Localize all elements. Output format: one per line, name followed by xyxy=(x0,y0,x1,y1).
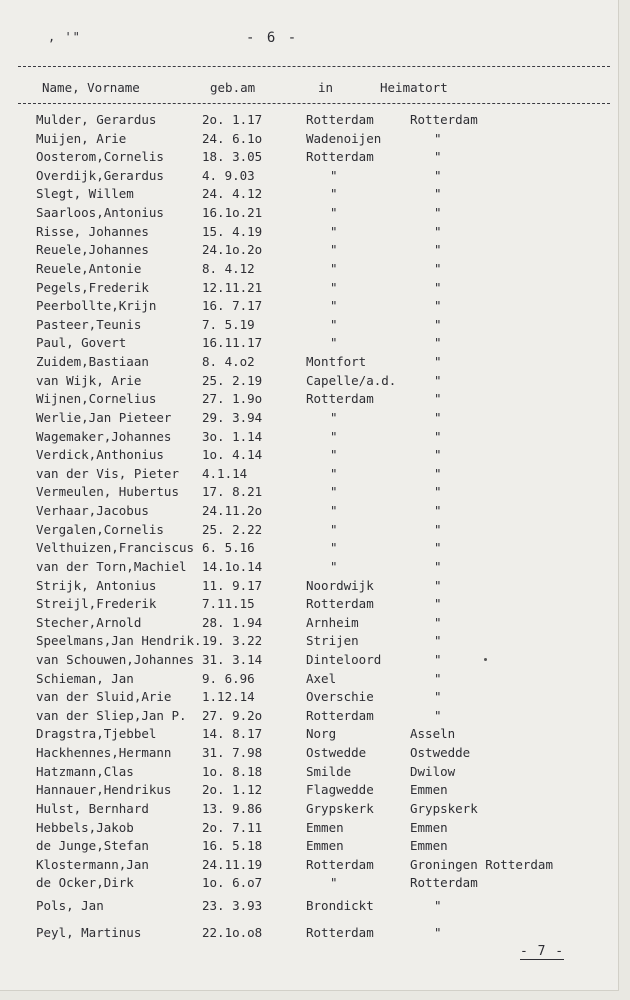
name-cell: van der Torn,Machiel xyxy=(36,558,187,574)
birthplace-cell: Axel xyxy=(306,670,337,686)
birthplace-cell: " xyxy=(330,260,338,276)
born-cell: 24.11.19 xyxy=(202,856,263,872)
birthplace-cell: " xyxy=(330,316,338,332)
page-number: - 6 - xyxy=(246,30,299,46)
table-row xyxy=(0,578,618,596)
hometown-cell: " xyxy=(434,391,442,407)
table-row xyxy=(0,782,618,800)
birthplace-cell: Ostwedde xyxy=(306,745,367,761)
name-cell: Muijen, Arie xyxy=(36,130,127,146)
born-cell: 7.11.15 xyxy=(202,596,255,612)
table-row xyxy=(0,726,618,744)
table-row xyxy=(0,131,618,149)
name-cell: van der Sliep,Jan P. xyxy=(36,707,187,723)
name-cell: Dragstra,Tjebbel xyxy=(36,726,157,742)
table-row xyxy=(0,205,618,223)
table-row xyxy=(0,335,618,353)
table-row xyxy=(0,373,618,391)
table-row xyxy=(0,429,618,447)
name-cell: Risse, Johannes xyxy=(36,223,149,239)
table-row xyxy=(0,503,618,521)
table-row xyxy=(0,391,618,409)
born-cell: 1o. 6.o7 xyxy=(202,875,263,891)
hometown-cell: " xyxy=(434,335,442,351)
hometown-cell: " xyxy=(434,484,442,500)
birthplace-cell: " xyxy=(330,503,338,519)
table-row xyxy=(0,596,618,614)
name-cell: Vermeulen, Hubertus xyxy=(36,484,179,500)
born-cell: 1o. 4.14 xyxy=(202,447,263,463)
born-cell: 9. 6.96 xyxy=(202,670,255,686)
birthplace-cell: " xyxy=(330,167,338,183)
hometown-cell: " xyxy=(434,149,442,165)
hometown-cell: " xyxy=(434,316,442,332)
birthplace-cell: Norg xyxy=(306,726,337,742)
birthplace-cell: " xyxy=(330,279,338,295)
born-cell: 24.11.2o xyxy=(202,503,263,519)
name-cell: Overdijk,Gerardus xyxy=(36,167,164,183)
birthplace-cell: Rotterdam xyxy=(306,856,374,872)
name-cell: Klostermann,Jan xyxy=(36,856,149,872)
name-cell: Speelmans,Jan Hendrik. xyxy=(36,633,202,649)
hometown-cell: " xyxy=(434,558,442,574)
table-row xyxy=(0,447,618,465)
name-cell: Wagemaker,Johannes xyxy=(36,428,172,444)
birthplace-cell: " xyxy=(330,409,338,425)
table-row xyxy=(0,633,618,651)
hometown-cell: Emmen xyxy=(410,819,448,835)
born-cell: 24. 6.1o xyxy=(202,130,263,146)
table-row xyxy=(0,186,618,204)
table-row xyxy=(0,764,618,782)
table-row xyxy=(0,168,618,186)
name-cell: Velthuizen,Franciscus xyxy=(36,540,195,556)
birthplace-cell: " xyxy=(330,186,338,202)
hometown-cell: " xyxy=(434,540,442,556)
name-cell: Peyl, Martinus xyxy=(36,924,142,940)
birthplace-cell: " xyxy=(330,521,338,537)
table-row xyxy=(0,671,618,689)
birthplace-cell: Montfort xyxy=(306,354,367,370)
birthplace-cell: Noordwijk xyxy=(306,577,374,593)
hometown-cell: Groningen Rotterdam xyxy=(410,856,553,872)
birthplace-cell: " xyxy=(330,223,338,239)
hometown-cell: " xyxy=(434,633,442,649)
born-cell: 24. 4.12 xyxy=(202,186,263,202)
born-cell: 3o. 1.14 xyxy=(202,428,263,444)
table-row xyxy=(0,540,618,558)
hometown-cell: " xyxy=(434,279,442,295)
hometown-cell: Asseln xyxy=(410,726,456,742)
birthplace-cell: Rotterdam xyxy=(306,924,374,940)
born-cell: 2o. 1.12 xyxy=(202,782,263,798)
table-row xyxy=(0,224,618,242)
name-cell: Mulder, Gerardus xyxy=(36,112,157,127)
next-page-number: - 7 - xyxy=(520,944,565,959)
hometown-cell: " xyxy=(434,186,442,202)
birthplace-cell: Rotterdam xyxy=(306,112,374,127)
name-cell: Slegt, Willem xyxy=(36,186,134,202)
name-cell: van der Vis, Pieter xyxy=(36,465,179,481)
hometown-cell: " xyxy=(434,651,442,667)
hometown-cell: " xyxy=(434,205,442,221)
name-cell: Zuidem,Bastiaan xyxy=(36,354,149,370)
born-cell: 14.1o.14 xyxy=(202,558,263,574)
name-cell: van Schouwen,Johannes xyxy=(36,651,195,667)
birthplace-cell: " xyxy=(330,465,338,481)
birthplace-cell: Rotterdam xyxy=(306,391,374,407)
born-cell: 16. 7.17 xyxy=(202,298,263,314)
table-row xyxy=(0,466,618,484)
born-cell: 25. 2.22 xyxy=(202,521,263,537)
hometown-cell: " xyxy=(434,689,442,705)
born-cell: 15. 4.19 xyxy=(202,223,263,239)
name-cell: van der Sluid,Arie xyxy=(36,689,172,705)
birthplace-cell: Dinteloord xyxy=(306,651,382,667)
table-row xyxy=(0,261,618,279)
born-cell: 8. 4.12 xyxy=(202,260,255,276)
born-cell: 16. 5.18 xyxy=(202,838,263,854)
table-row xyxy=(0,112,618,130)
hometown-cell: " xyxy=(434,577,442,593)
born-cell: 13. 9.86 xyxy=(202,800,263,816)
name-cell: Pols, Jan xyxy=(36,898,104,914)
born-cell: 4. 9.03 xyxy=(202,167,255,183)
hometown-cell: " xyxy=(434,167,442,183)
born-cell: 8. 4.o2 xyxy=(202,354,255,370)
birthplace-cell: " xyxy=(330,875,338,891)
birthplace-cell: " xyxy=(330,484,338,500)
name-cell: de Ocker,Dirk xyxy=(36,875,134,891)
header-divider-top xyxy=(18,66,610,67)
born-cell: 2o. 7.11 xyxy=(202,819,263,835)
birthplace-cell: Emmen xyxy=(306,819,344,835)
table-row xyxy=(0,652,618,670)
birthplace-cell: Rotterdam xyxy=(306,596,374,612)
name-cell: Hulst, Bernhard xyxy=(36,800,149,816)
born-cell: 2o. 1.17 xyxy=(202,112,263,127)
birthplace-cell: " xyxy=(330,335,338,351)
birthplace-cell: " xyxy=(330,428,338,444)
birthplace-cell: " xyxy=(330,205,338,221)
hometown-cell: Emmen xyxy=(410,838,448,854)
birthplace-cell: Grypskerk xyxy=(306,800,374,816)
born-cell: 29. 3.94 xyxy=(202,409,263,425)
table-row xyxy=(0,857,618,875)
name-cell: Pasteer,Teunis xyxy=(36,316,142,332)
born-cell: 1o. 8.18 xyxy=(202,763,263,779)
name-cell: Hannauer,Hendrikus xyxy=(36,782,172,798)
born-cell: 14. 8.17 xyxy=(202,726,263,742)
born-cell: 31. 7.98 xyxy=(202,745,263,761)
table-row xyxy=(0,484,618,502)
born-cell: 1.12.14 xyxy=(202,689,255,705)
born-cell: 11. 9.17 xyxy=(202,577,263,593)
birthplace-cell: " xyxy=(330,558,338,574)
name-cell: Pegels,Frederik xyxy=(36,279,149,295)
name-cell: de Junge,Stefan xyxy=(36,838,149,854)
hometown-cell: " xyxy=(434,614,442,630)
born-cell: 19. 3.22 xyxy=(202,633,263,649)
born-cell: 7. 5.19 xyxy=(202,316,255,332)
hometown-cell: " xyxy=(434,521,442,537)
header-name: Name, Vorname xyxy=(42,80,140,95)
born-cell: 16.11.17 xyxy=(202,335,263,351)
hometown-cell: Dwilow xyxy=(410,763,456,779)
hometown-cell: Rotterdam xyxy=(410,112,478,127)
table-row xyxy=(0,708,618,726)
hometown-cell: " xyxy=(434,223,442,239)
hometown-cell: " xyxy=(434,242,442,258)
hometown-cell: " xyxy=(434,596,442,612)
table-row xyxy=(0,559,618,577)
table-row xyxy=(0,242,618,260)
hometown-cell: " xyxy=(434,670,442,686)
hometown-cell: " xyxy=(434,130,442,146)
table-row xyxy=(0,925,618,943)
hometown-cell: Emmen xyxy=(410,782,448,798)
born-cell: 24.1o.2o xyxy=(202,242,263,258)
table-row xyxy=(0,280,618,298)
name-cell: Stecher,Arnold xyxy=(36,614,142,630)
birthplace-cell: " xyxy=(330,540,338,556)
table-row xyxy=(0,898,618,916)
hometown-cell: " xyxy=(434,260,442,276)
hometown-cell: " xyxy=(434,707,442,723)
header-in: in xyxy=(318,80,334,95)
birthplace-cell: Capelle/a.d. xyxy=(306,372,397,388)
name-cell: Reuele,Antonie xyxy=(36,260,142,276)
hometown-cell: " xyxy=(434,428,442,444)
name-cell: Strijk, Antonius xyxy=(36,577,157,593)
birthplace-cell: Rotterdam xyxy=(306,149,374,165)
born-cell: 12.11.21 xyxy=(202,279,263,295)
table-row xyxy=(0,410,618,428)
table-row xyxy=(0,745,618,763)
hometown-cell: Grypskerk xyxy=(410,800,478,816)
hometown-cell: Rotterdam xyxy=(410,875,478,891)
header-divider-bottom xyxy=(18,103,610,104)
name-cell: Reuele,Johannes xyxy=(36,242,149,258)
hometown-cell: " xyxy=(434,447,442,463)
born-cell: 27. 1.9o xyxy=(202,391,263,407)
birthplace-cell: " xyxy=(330,298,338,314)
born-cell: 25. 2.19 xyxy=(202,372,263,388)
name-cell: Werlie,Jan Pieteer xyxy=(36,409,172,425)
name-cell: Saarloos,Antonius xyxy=(36,205,164,221)
birthplace-cell: Emmen xyxy=(306,838,344,854)
table-row xyxy=(0,615,618,633)
header-born: geb.am xyxy=(210,80,256,95)
name-cell: Verdick,Anthonius xyxy=(36,447,164,463)
table-row xyxy=(0,838,618,856)
table-row xyxy=(0,317,618,335)
table-row xyxy=(0,875,618,893)
born-cell: 4.1.14 xyxy=(202,465,248,481)
table-row xyxy=(0,298,618,316)
born-cell: 17. 8.21 xyxy=(202,484,263,500)
born-cell: 28. 1.94 xyxy=(202,614,263,630)
name-cell: Schieman, Jan xyxy=(36,670,134,686)
name-cell: Paul, Govert xyxy=(36,335,127,351)
hometown-cell: Ostwedde xyxy=(410,745,471,761)
birthplace-cell: Smilde xyxy=(306,763,352,779)
birthplace-cell: Rotterdam xyxy=(306,707,374,723)
hometown-cell: " xyxy=(434,898,442,914)
hometown-cell: " xyxy=(434,503,442,519)
name-cell: van Wijk, Arie xyxy=(36,372,142,388)
born-cell: 23. 3.93 xyxy=(202,898,263,914)
hometown-cell: " xyxy=(434,465,442,481)
name-cell: Verhaar,Jacobus xyxy=(36,503,149,519)
hometown-cell: " xyxy=(434,924,442,940)
table-row xyxy=(0,801,618,819)
birthplace-cell: Strijen xyxy=(306,633,359,649)
hometown-cell: " xyxy=(434,298,442,314)
name-cell: Hebbels,Jakob xyxy=(36,819,134,835)
born-cell: 27. 9.2o xyxy=(202,707,263,723)
ink-speck xyxy=(484,658,487,661)
born-cell: 6. 5.16 xyxy=(202,540,255,556)
birthplace-cell: Brondickt xyxy=(306,898,374,914)
born-cell: 22.1o.o8 xyxy=(202,924,263,940)
birthplace-cell: Wadenoijen xyxy=(306,130,382,146)
name-cell: Hackhennes,Hermann xyxy=(36,745,172,761)
birthplace-cell: Flagwedde xyxy=(306,782,374,798)
table-row xyxy=(0,820,618,838)
born-cell: 18. 3.05 xyxy=(202,149,263,165)
birthplace-cell: " xyxy=(330,447,338,463)
birthplace-cell: Arnheim xyxy=(306,614,359,630)
birthplace-cell: Overschie xyxy=(306,689,374,705)
born-cell: 16.1o.21 xyxy=(202,205,263,221)
table-row xyxy=(0,522,618,540)
name-cell: Streijl,Frederik xyxy=(36,596,157,612)
table-row xyxy=(0,354,618,372)
table-row xyxy=(0,689,618,707)
born-cell: 31. 3.14 xyxy=(202,651,263,667)
page-mark: , '" xyxy=(48,30,81,44)
name-cell: Peerbollte,Krijn xyxy=(36,298,157,314)
hometown-cell: " xyxy=(434,354,442,370)
header-home: Heimatort xyxy=(380,80,448,95)
name-cell: Oosterom,Cornelis xyxy=(36,149,164,165)
hometown-cell: " xyxy=(434,409,442,425)
birthplace-cell: " xyxy=(330,242,338,258)
hometown-cell: " xyxy=(434,372,442,388)
name-cell: Hatzmann,Clas xyxy=(36,763,134,779)
table-row xyxy=(0,149,618,167)
name-cell: Wijnen,Cornelius xyxy=(36,391,157,407)
name-cell: Vergalen,Cornelis xyxy=(36,521,164,537)
